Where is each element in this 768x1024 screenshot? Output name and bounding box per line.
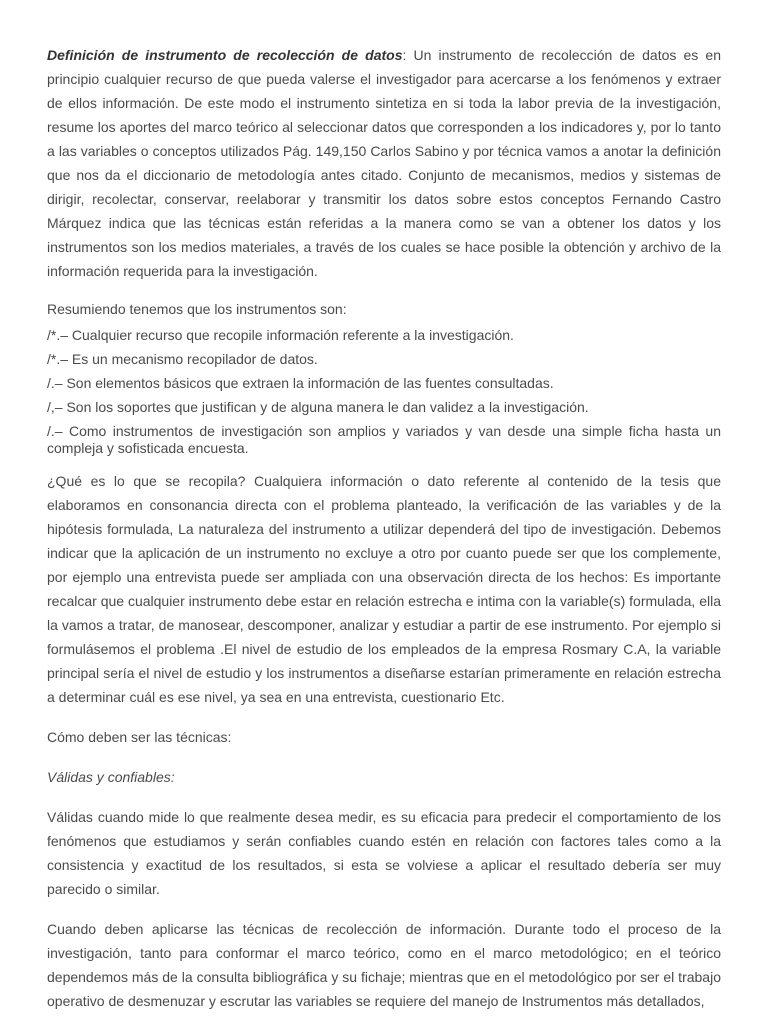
intro-paragraph [47,43,721,283]
list-item: /*.– Cualquier recurso que recopile información referente a la investigación. [47,327,514,343]
intro-text: Un instrumento de recolección de datos es en principio cualquier recurso de que pueda valerse el investigador para acercarse a los fenómenos y extraer de ellos información. De este modo el instrumento sintetiza en si toda la labor previa de la investigación, resume los aportes del marco teórico al seleccionar datos que corresponden a los indicadores y, por lo tanto a las variables o conceptos utilizados Pág. 149,150 Carlos Sabino y por técnica vamos a anotar la definición que nos da el diccionario de metodología antes citado. Conjunto de mecanismos, medios y sistemas de dirigir, recolectar, conservar, reelaborar y transmitir los datos sobre estos conceptos Fernando Castro Márquez indica que las técnicas están referidas a la manera como se van a obtener los datos y los instrumentos son los medios materiales, a través de los cuales se hace posible la obtención y archivo de la información requerida para la investigación. [47,47,722,279]
when-to-apply-paragraph: Cuando deben aplicarse las técnicas de recolección de información. Durante todo el proceso de la investigación, tanto para conformar el marco teórico, como en el marco metodológico; en el teórico dependemos más de la consulta bibliográfica y su fichaje; mientras que en el metodológico por ser el trabajo operativo de desmenuzar y escrutar las variables se requiere del manejo de Instrumentos más detallados, [47,921,721,1009]
techniques-heading: Cómo deben ser las técnicas: [47,729,232,745]
list-item: /.– Como instrumentos de investigación son amplios y variados y van desde una simple ficha hasta un compleja y sofisticada encuesta. [47,423,721,456]
list-item: /.– Son elementos básicos que extraen la información de las fuentes consultadas. [47,375,554,391]
summary-list [47,327,721,457]
summary-heading: Resumiendo tenemos que los instrumentos son: [47,301,347,317]
list-item: /,– Son los soportes que justifican y de alguna manera le dan validez a la investigación. [47,399,589,415]
valid-reliable-heading: Válidas y confiables: [47,769,175,785]
intro-separator: : [402,47,414,63]
what-is-collected-paragraph: ¿Qué es lo que se recopila? Cualquiera información o dato referente al contenido de la tesis que elaboramos en consonancia directa con el problema planteado, la verificación de las variables y de la hipótesis formulada, La naturaleza del instrumento a utilizar dependerá del tipo de investigación. Debemos indicar que la aplicación de un instrumento no excluye a otro por cuanto puede ser que los complemente, por ejemplo una entrevista puede ser ampliada con una observación directa de los hechos: Es importante recalcar que cualquier instrumento debe estar en relación estrecha e intima con la variable(s) formulada, ella la vamos a tratar, de manosear, descomponer, analizar y estudiar a partir de ese instrumento. Por ejemplo si formulásemos el problema .El nivel de estudio de los empleados de la empresa Rosmary C.A, la variable principal sería el nivel de estudio y los instrumentos a diseñarse estarían primeramente en relación estrecha a determinar cuál es ese nivel, ya sea en una entrevista, cuestionario Etc. [47,473,721,705]
valid-reliable-paragraph: Válidas cuando mide lo que realmente desea medir, es su eficacia para predecir el comportamiento de los fenómenos que estudiamos y serán confiables cuando estén en relación con factores tales como a la consistencia y exactitud de los resultados, si esta se volviese a aplicar el resultado debería ser muy parecido o similar. [47,809,721,897]
list-item: /*.– Es un mecanismo recopilador de datos. [47,351,318,367]
intro-title: Definición de instrumento de recolección de datos [47,47,403,63]
